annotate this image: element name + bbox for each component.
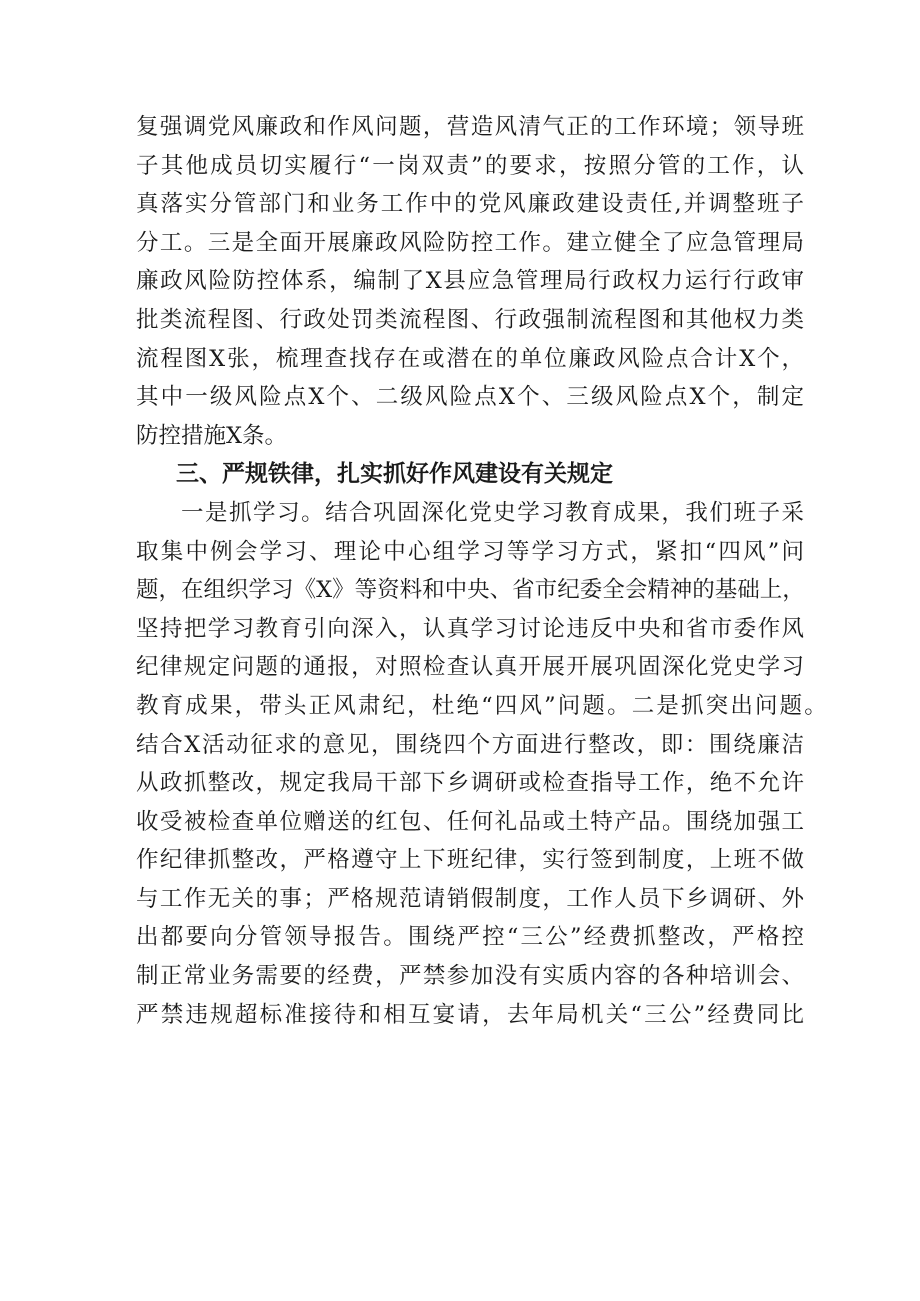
text-line: 流程图X张，梳理查找存在或潜在的单位廉政风险点合计X个， bbox=[136, 345, 804, 372]
text-line: 其中一级风险点X个、二级风险点X个、三级风险点X个，制定 bbox=[136, 384, 804, 411]
paragraph-continued bbox=[136, 108, 804, 455]
text-line: 坚持把学习教育引向深入，认真学习讨论违反中央和省市委作风 bbox=[136, 615, 804, 642]
text-line: 廉政风险防控体系，编制了X县应急管理局行政权力运行行政审 bbox=[136, 268, 804, 295]
text-line: 题，在组织学习《X》等资料和中央、省市纪委全会精神的基础上， bbox=[136, 577, 804, 604]
text-line: 一是抓学习。结合巩固深化党史学习教育成果，我们班子采 bbox=[181, 499, 804, 526]
text-line: 教育成果，带头正风肃纪，杜绝“四风”问题。二是抓突出问题。 bbox=[136, 692, 826, 719]
text-line: 制正常业务需要的经费，严禁参加没有实质内容的各种培训会、 bbox=[136, 963, 804, 990]
text-line: 作纪律抓整改，严格遵守上下班纪律，实行签到制度，上班不做 bbox=[136, 847, 804, 874]
text-line: 批类流程图、行政处罚类流程图、行政强制流程图和其他权力类 bbox=[136, 306, 804, 333]
text-line: 真落实分管部门和业务工作中的党风廉政建设责任,并调整班子 bbox=[136, 191, 804, 218]
text-line: 收受被检查单位赠送的红包、任何礼品或土特产品。围绕加强工 bbox=[136, 808, 804, 835]
text-line: 与工作无关的事；严格规范请销假制度，工作人员下乡调研、外 bbox=[136, 885, 804, 912]
text-line: 取集中例会学习、理论中心组学习等学习方式，紧扣“四风”问 bbox=[136, 538, 804, 565]
text-line: 出都要向分管领导报告。围绕严控“三公”经费抓整改，严格控 bbox=[136, 924, 804, 951]
text-line: 防控措施X条。 bbox=[136, 422, 288, 449]
text-line: 严禁违规超标准接待和相互宴请，去年局机关“三公”经费同比 bbox=[136, 1001, 804, 1028]
text-line: 纪律规定问题的通报，对照检查认真开展开展巩固深化党史学习 bbox=[136, 654, 804, 681]
text-line: 结合X活动征求的意见，围绕四个方面进行整改，即：围绕廉洁 bbox=[136, 731, 804, 758]
text-line: 复强调党风廉政和作风问题，营造风清气正的工作环境；领导班 bbox=[136, 114, 804, 140]
section-heading: 三、严规铁律，扎实抓好作风建设有关规定 bbox=[176, 461, 613, 488]
paragraph-main bbox=[136, 494, 826, 1034]
text-line: 从政抓整改，规定我局干部下乡调研或检查指导工作，绝不允许 bbox=[136, 770, 804, 797]
document-body bbox=[136, 108, 826, 1034]
text-line: 子其他成员切实履行“一岗双责”的要求，按照分管的工作，认 bbox=[136, 152, 804, 179]
text-line: 分工。三是全面开展廉政风险防控工作。建立健全了应急管理局 bbox=[136, 229, 804, 256]
